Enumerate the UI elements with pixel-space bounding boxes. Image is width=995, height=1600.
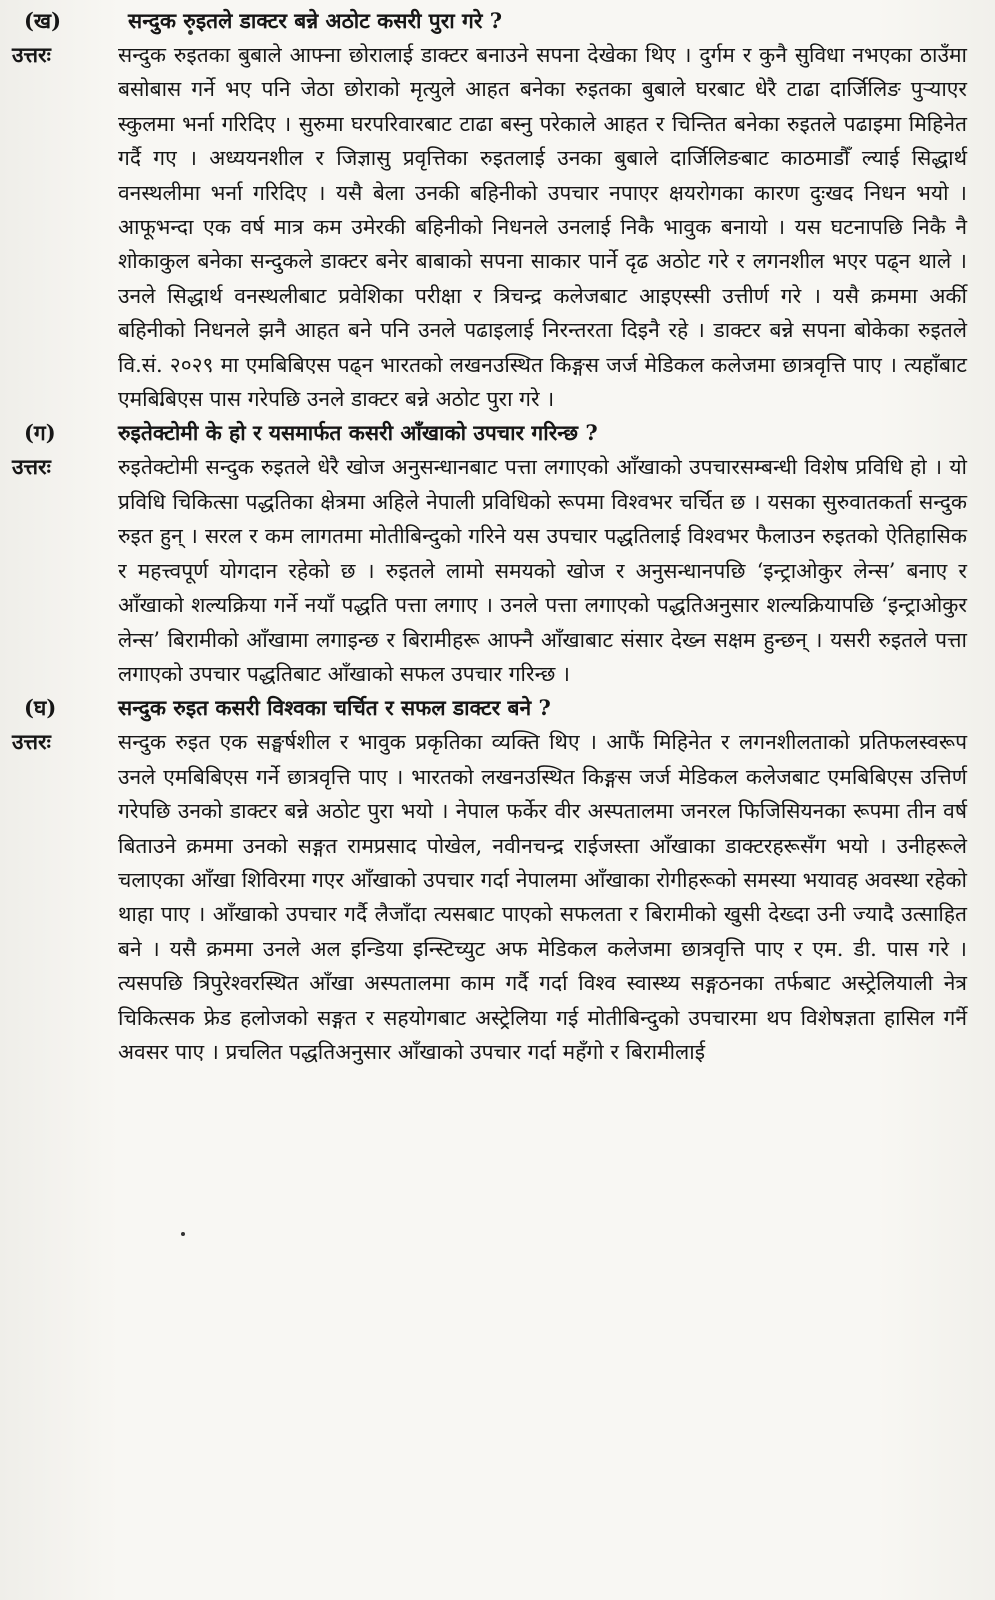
answer-label: उत्तरः (12, 42, 51, 67)
answer-label: उत्तरः (12, 729, 51, 755)
question-text: रुइतेक्टोमी के हो र यसमार्फत कसरी आँखाको उपचार गरिन्छ ? (118, 420, 598, 446)
question-label: (ग) (24, 420, 56, 446)
question-text: सन्दुक रुइतले डाक्टर बन्ने अठोट कसरी पुरा गरे ? (128, 8, 503, 33)
answer-row (12, 725, 967, 1069)
answer-label: उत्तरः (12, 454, 51, 480)
question-row (24, 416, 967, 450)
question-row (24, 691, 967, 725)
question-text: सन्दुक रुइत कसरी विश्वका चर्चित र सफल डाक्टर बने ? (118, 695, 551, 721)
qa-block-kha (12, 4, 967, 416)
answer-text: सन्दुक रुइत एक सङ्घर्षशील र भावुक प्रकृतिका व्यक्ति थिए । आफैं मिहिनेत र लगनशीलताको प्रतिफलस्वरूप उनले एमबिबिएस गर्ने छात्रवृत्ति पाए । भारतको लखनउस्थित किङ्गस जर्ज मेडिकल कलेजबाट एमबिबिएस उत्तिर्ण गरेपछि उनको डाक्टर बन्ने अठोट पुरा भयो । नेपाल फर्केर वीर अस्पतालमा जनरल फिजिसियनका रूपमा तीन वर्ष बिताउने क्रममा उनको सङ्गत रामप्रसाद पोखेल, नवीनचन्द्र राईजस्ता आँखाका डाक्टरहरूसँग भयो । उनीहरूले चलाएका आँखा शिविरमा गएर आँखाको उपचार गर्दा नेपालमा आँखाका रोगीहरूको समस्या भयावह अवस्था रहेको थाहा पाए । आँखाको उपचार गर्दै लैजाँदा त्यसबाट पाएको सफलता र बिरामीको खुसी देख्दा उनी ज्यादै उत्साहित बने । यसै क्रममा उनले अल इन्डिया इन्स्टिच्युट अफ मेडिकल कलेजमा छात्रवृत्ति पाए र एम. डी. पास गरे । त्यसपछि त्रिपुरेश्वरस्थित आँखा अस्पतालमा काम गर्दै गर्दा विश्व स्वास्थ्य सङ्गठनका तर्फबाट अस्ट्रेलियाली नेत्र चिकित्सक फ्रेड हलोजको सङ्गत र सहयोगबाट अस्ट्रेलिया गई मोतीबिन्दुको उपचारमा थप विशेषज्ञता हासिल गर्ने अवसर पाए । प्रचलित पद्धतिअनुसार आँखाको उपचार गर्दा महँगो र बिरामीलाई (118, 730, 967, 1064)
qa-block-gha (12, 691, 967, 1069)
answer-text: रुइतेक्टोमी सन्दुक रुइतले धेरै खोज अनुसन्धानबाट पत्ता लगाएको आँखाको उपचारसम्बन्धी विशेष प्रविधि हो । यो प्रविधि चिकित्सा पद्धतिका क्षेत्रमा अहिले नेपाली प्रविधिको रूपमा विश्वभर चर्चित छ । यसका सुरुवातकर्ता सन्दुक रुइत हुन् । सरल र कम लागतमा मोतीबिन्दुको गरिने यस उपचार पद्धतिलाई विश्वभर फैलाउन रुइतको ऐतिहासिक र महत्त्वपूर्ण योगदान रहेको छ । रुइतले लामो समयको खोज र अनुसन्धानपछि ‘इन्ट्राओकुर लेन्स’ बनाए र आँखाको शल्यक्रिया गर्ने नयाँ पद्धति पत्ता लगाए । उनले पत्ता लगाएको पद्धतिअनुसार शल्यक्रियापछि ‘इन्ट्राओकुर लेन्स’ बिरामीको आँखामा लगाइन्छ र बिरामीहरू आफ्नै आँखाबाट संसार देख्न सक्षम हुन्छन् । यसरी रुइतले पत्ता लगाएको उपचार पद्धतिबाट आँखाको सफल उपचार गरिन्छ । (118, 455, 967, 686)
question-label: (घ) (24, 695, 57, 721)
answer-row (12, 38, 967, 416)
answer-row (12, 450, 967, 691)
qa-block-ga (12, 416, 967, 691)
question-row (24, 4, 967, 38)
question-label: (ख) (24, 8, 62, 33)
print-speck (181, 1232, 185, 1236)
answer-text: सन्दुक रुइतका बुबाले आफ्ना छोरालाई डाक्टर बनाउने सपना देखेका थिए । दुर्गम र कुनै सुविधा नभएका ठाउँमा बसोबास गर्ने भए पनि जेठा छोराको मृत्युले आहत बनेका रुइतका बुबाले घरबाट धेरै टाढा दार्जिलिङ पुऱ्याएर स्कुलमा भर्ना गरिदिए । सुरुमा घरपरिवारबाट टाढा बस्नु परेकाले आहत र चिन्तित बनेका रुइतले पढाइमा मिहिनेत गर्दै गए । अध्ययनशील र जिज्ञासु प्रवृत्तिका रुइतलाई उनका बुबाले दार्जिलिङबाट काठमाडौँ ल्याई सिद्धार्थ वनस्थलीमा भर्ना गरिदिए । यसै बेला उनकी बहिनीको उपचार नपाएर क्षयरोगका कारण दुःखद निधन भयो । आफूभन्दा एक वर्ष मात्र कम उमेरकी बहिनीको निधनले उनलाई निकै भावुक बनायो । यस घटनापछि निकै नै शोकाकुल बनेका सन्दुकले डाक्टर बनेर बाबाको सपना साकार पार्ने दृढ अठोट गरे र लगनशील भएर पढ्न थाले । उनले सिद्धार्थ वनस्थलीबाट प्रवेशिका परीक्षा र त्रिचन्द्र कलेजबाट आइएस्सी उत्तीर्ण गरे । यसै क्रममा अर्की बहिनीको निधनले झनै आहत बने पनि उनले पढाइलाई निरन्तरता दिइनै रहे । डाक्टर बन्ने सपना बोकेका रुइतले वि.सं. २०२९ मा एमबिबिएस पढ्न भारतको लखनउस्थित किङ्गस जर्ज मेडिकल कलेजमा छात्रवृत्ति पाए । त्यहाँबाट एमबिबिएस पास गरेपछि उनले डाक्टर बन्ने अठोट पुरा गरे । (118, 43, 967, 412)
